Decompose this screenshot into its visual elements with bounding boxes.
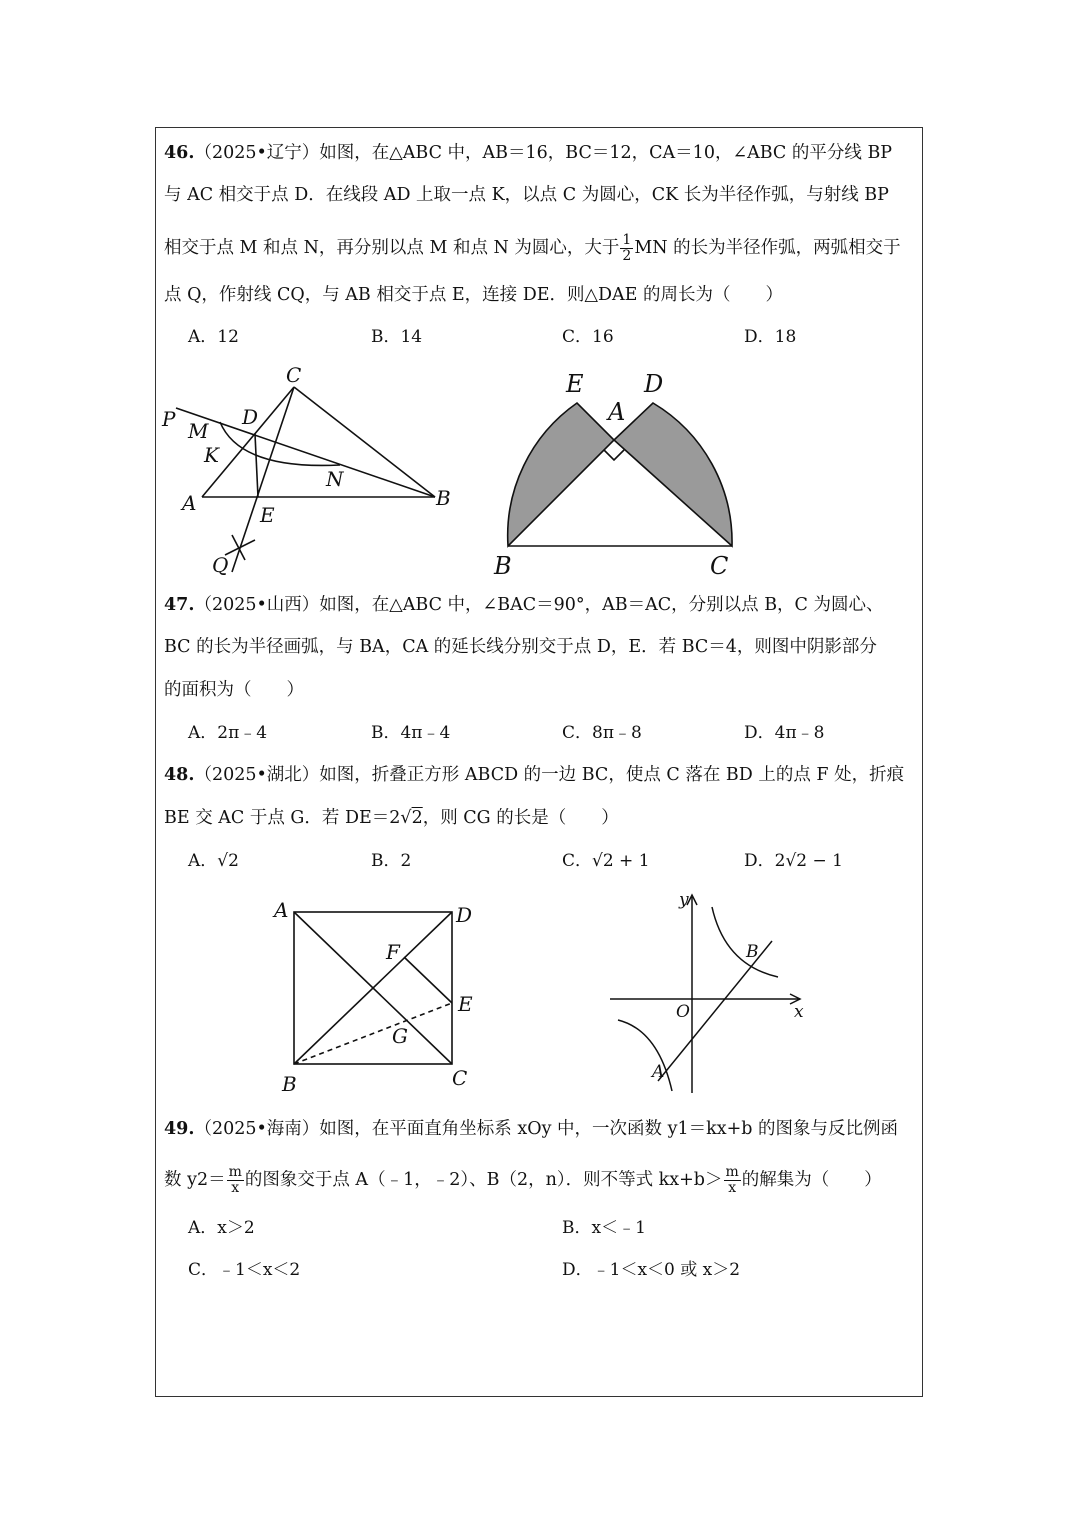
q48-option-c[interactable]: C．√2 + 1: [562, 851, 650, 871]
q46-text-1: （2025•辽宁）如图，在△ABC 中，AB＝16，BC＝12，CA＝10，∠ABC 的平分线 BP: [194, 143, 893, 163]
q49-text-2a: 数 y2＝: [164, 1170, 226, 1190]
label-b: B: [746, 942, 759, 962]
q47-text-1: （2025•山西）如图，在△ABC 中，∠BAC＝90°，AB＝AC，分别以点 B，C 为圆心、: [194, 595, 884, 615]
label-q: Q: [212, 553, 229, 577]
frac-den: x: [728, 1180, 737, 1196]
label-b: B: [494, 552, 512, 578]
label-g: G: [392, 1024, 408, 1048]
label-d: D: [644, 370, 664, 398]
frac-den: 2: [622, 248, 632, 264]
q49-option-d[interactable]: D．﹣1＜x＜0 或 x＞2: [562, 1260, 741, 1280]
label-n: N: [326, 467, 344, 491]
label-e: E: [566, 370, 584, 398]
frac-num: m: [228, 1164, 242, 1180]
q46-fraction: [620, 233, 633, 264]
q46-text-3a: 相交于点 M 和点 N，再分别以点 M 和点 N 为圆心，大于: [164, 238, 620, 258]
label-e: E: [260, 503, 275, 527]
q46-number: 46.: [164, 143, 195, 163]
q46-option-b[interactable]: B．14: [371, 327, 423, 347]
q47-option-b[interactable]: B．4π﹣4: [371, 723, 451, 743]
label-d: D: [456, 903, 473, 927]
q48-text-2b: ，则 CG 的长是（ ）: [422, 808, 619, 828]
q49-option-a[interactable]: A．x＞2: [188, 1218, 255, 1238]
label-x: x: [794, 1002, 804, 1022]
label-a: A: [274, 898, 289, 922]
label-origin: O: [676, 1002, 690, 1022]
q47-number: 47.: [164, 595, 195, 615]
label-a: A: [608, 398, 626, 426]
q48-text-1: （2025•湖北）如图，折叠正方形 ABCD 的一边 BC，使点 C 落在 BD 上的点 F 处，折痕: [194, 765, 905, 785]
figure-47: [490, 366, 750, 578]
label-c: C: [286, 363, 302, 387]
q46-line-1: [164, 141, 892, 165]
q47-line-2: BC 的长为半径画弧，与 BA，CA 的延长线分别交于点 D，E．若 BC＝4，则图中阴影部分: [164, 637, 877, 657]
q49-number: 49.: [164, 1119, 195, 1139]
q49-option-b[interactable]: B．x＜﹣1: [562, 1218, 646, 1238]
q48-option-b[interactable]: B．2: [371, 851, 412, 871]
q46-line-3: [164, 233, 901, 264]
label-a: A: [652, 1062, 665, 1082]
figure-48: [270, 895, 485, 1095]
q49-text-2c: 的解集为（ ）: [741, 1170, 882, 1190]
q46-line-2: 与 AC 相交于点 D．在线段 AD 上取一点 K，以点 C 为圆心，CK 长为半径作弧，与射线 BP: [164, 185, 889, 205]
q49-fraction-1: [227, 1165, 244, 1196]
q49-line-2: [164, 1165, 882, 1196]
label-c: C: [710, 552, 729, 578]
label-y: y: [679, 890, 689, 910]
q48-option-d[interactable]: D．2√2 − 1: [744, 851, 843, 871]
q49-option-c[interactable]: C．﹣1＜x＜2: [188, 1260, 301, 1280]
q48-line-1: [164, 763, 904, 787]
q48-text-2a: BE 交 AC 于点 G．若 DE＝2: [164, 808, 401, 828]
q46-option-c[interactable]: C．16: [562, 327, 614, 347]
label-b: B: [282, 1072, 297, 1095]
q47-line-1: [164, 593, 884, 617]
q47-option-a[interactable]: A．2π﹣4: [188, 723, 268, 743]
label-a: A: [182, 491, 197, 515]
q46-line-4: 点 Q，作射线 CQ，与 AB 相交于点 E，连接 DE．则△DAE 的周长为（ ）: [164, 285, 784, 305]
label-c: C: [452, 1066, 468, 1090]
label-d: D: [242, 405, 259, 429]
q49-line-1: [164, 1117, 898, 1141]
page-frame: [155, 127, 923, 1397]
q48-number: 48.: [164, 765, 195, 785]
q46-option-d[interactable]: D．18: [744, 327, 797, 347]
sqrt-radicand: 2: [411, 808, 423, 828]
label-p: P: [162, 407, 176, 431]
q47-option-d[interactable]: D．4π﹣8: [744, 723, 825, 743]
label-e: E: [458, 992, 473, 1016]
label-m: M: [188, 419, 209, 443]
q47-option-c[interactable]: C．8π﹣8: [562, 723, 642, 743]
q49-text-1: （2025•海南）如图，在平面直角坐标系 xOy 中，一次函数 y1＝kx+b 的图象与反比例函: [194, 1119, 899, 1139]
figure-49: [600, 885, 815, 1095]
label-k: K: [204, 443, 219, 467]
q46-text-3b: MN 的长为半径作弧，两弧相交于: [634, 238, 901, 258]
frac-num: m: [725, 1164, 739, 1180]
q48-line-2: [164, 806, 619, 830]
q49-fraction-2: [724, 1165, 741, 1196]
q46-option-a[interactable]: A．12: [188, 327, 239, 347]
q48-option-a[interactable]: A．√2: [188, 851, 239, 871]
label-f: F: [386, 940, 400, 964]
figure-46: [160, 360, 460, 580]
label-b: B: [436, 486, 451, 510]
sqrt-sign: √: [400, 808, 412, 828]
frac-num: 1: [622, 232, 632, 248]
frac-den: x: [231, 1180, 240, 1196]
q47-line-3: 的面积为（ ）: [164, 680, 304, 700]
q49-text-2b: 的图象交于点 A（﹣1，﹣2）、B（2，n）．则不等式 kx+b＞: [244, 1170, 723, 1190]
